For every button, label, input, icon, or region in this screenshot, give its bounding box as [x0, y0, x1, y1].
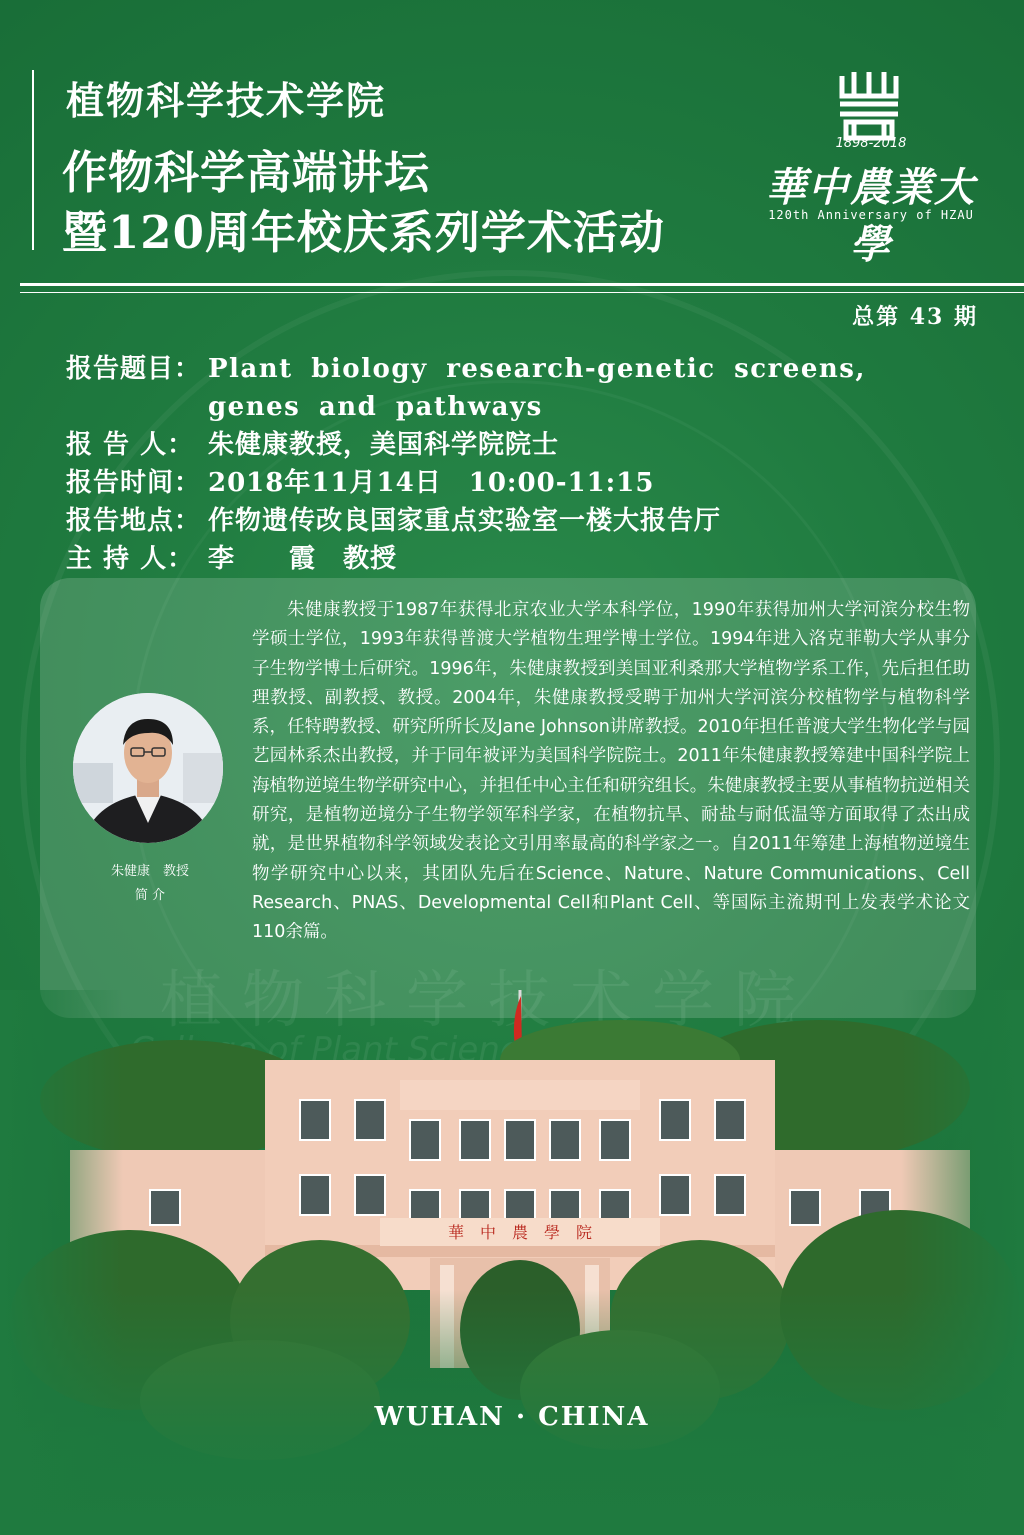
speaker-bio: 朱健康教授于1987年获得北京农业大学本科学位，1990年获得加州大学河滨分校生物学硕士学位，1993年获得普渡大学植物生理学博士学位。1994年进入洛克菲勒大学从事分子生物学博士后研究。1996年，朱健康教授到美国亚利桑那大学植物学系工作，先后担任助理教授、副教授、教授。2004年，朱健康教授受聘于加州大学河滨分校植物学与植物科学系，任特聘教授、研究所所长及Jane Johnson讲席教授。2010年担任普渡大学生物化学与园艺园林系杰出教授，并于同年被评为美国科学院院士。2011年朱健康教授筹建中国科学院上海植物逆境生物学研究中心，并担任中心主任和研究组长。朱健康教授主要从事植物抗逆相关研究，是植物逆境分子生物学领军科学家，在植物抗旱、耐盐与耐低温等方面取得了杰出成就，是世界植物科学领域发表论文引用率最高的科学家之一。自2011年筹建上海植物逆境生物学研究中心以来，其团队先后在Science、Nature、Nature Communications、Cell Research、PNAS、Developmental Cell和Plant Cell、等国际主流期刊上发表学术论文110余篇。	[252, 600, 970, 943]
header-vertical-rule	[32, 70, 34, 250]
hzau-emblem-icon	[834, 70, 904, 142]
speaker-portrait-icon	[73, 693, 223, 843]
lecture-info	[66, 350, 966, 578]
speaker-photo	[73, 693, 223, 843]
speaker-label: 报 告 人：	[66, 430, 195, 460]
caption-name: 朱健康 教授	[110, 864, 189, 879]
college-name: 植物科学技术学院	[66, 78, 387, 123]
footer-location: WUHAN · CHINA	[374, 1402, 650, 1432]
time-label: 报告时间：	[66, 468, 202, 498]
host-value: 李 霞 教授	[208, 544, 398, 574]
anniversary-text: 120th Anniversary of HZAU	[768, 208, 974, 222]
photo-caption	[60, 860, 240, 908]
info-row-host	[66, 540, 966, 578]
university-logo	[756, 70, 986, 268]
host-label: 主 持 人：	[66, 544, 195, 574]
info-row-topic	[66, 350, 966, 426]
forum-title: 作物科学高端讲坛	[62, 146, 431, 199]
location-value: 作物遗传改良国家重点实验室一楼大报告厅	[208, 506, 722, 536]
forum-subtitle: 暨120周年校庆系列学术活动	[62, 206, 665, 259]
topic-label: 报告题目：	[66, 354, 202, 384]
logo-years: 1898-2018	[835, 136, 907, 151]
university-name: 華中農業大學	[766, 164, 976, 268]
time-value: 2018年11月14日 10:00-11:15	[208, 468, 655, 498]
caption-intro: 简 介	[134, 888, 166, 903]
info-row-location	[66, 502, 966, 540]
location-label: 报告地点：	[66, 506, 202, 536]
info-row-time	[66, 464, 966, 502]
topic-value: Plant biology research-genetic screens, genes and pathways	[208, 354, 866, 422]
issue-number: 总第 43 期	[852, 304, 978, 330]
speaker-value: 朱健康教授，美国科学院院士	[208, 430, 560, 460]
campus-building-photo	[0, 990, 1024, 1535]
info-row-speaker	[66, 426, 966, 464]
